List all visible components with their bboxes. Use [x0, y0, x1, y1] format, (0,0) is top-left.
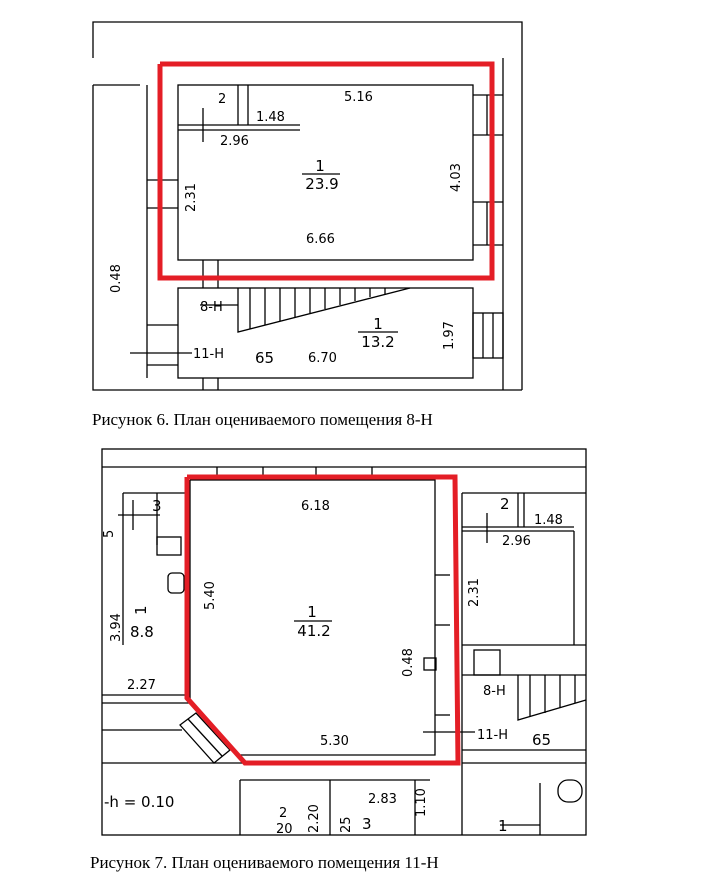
label-unit-11h: 11-Н — [193, 347, 225, 362]
figure-6-caption: Рисунок 6. План оцениваемого помещения 8-Н — [92, 410, 433, 429]
floor-plan-figure-7 — [0, 445, 706, 840]
label-room2-depth: 2.96 — [220, 134, 249, 149]
label-left-length: 2.31 — [184, 183, 199, 212]
label-frag-1: 1 — [498, 817, 508, 835]
label-unit-11h: 11-Н — [477, 728, 509, 743]
label-room1-number: 1 — [307, 603, 317, 621]
floor-plan-figure-6 — [0, 0, 706, 400]
label-room5-num: 5 — [102, 529, 117, 538]
label-lower-right-length: 1.97 — [442, 321, 457, 350]
label-left-area: 8.8 — [130, 623, 154, 641]
label-room2-width: 1.48 — [534, 513, 563, 528]
label-room1-area: 41.2 — [297, 622, 331, 640]
label-bottom-length: 6.66 — [306, 232, 335, 247]
label-lower-number: 1 — [373, 315, 383, 333]
label-unit-8h: 8-Н — [483, 684, 506, 699]
label-frag-2: 2 — [279, 806, 288, 821]
label-top-length: 6.18 — [301, 499, 330, 514]
label-left-number: 1 — [132, 605, 150, 615]
highlight-outline — [187, 477, 458, 763]
label-bottom-length: 5.30 — [320, 734, 349, 749]
figure-7-caption: Рисунок 7. План оцениваемого помещения 11-Н — [90, 853, 439, 872]
label-left-length: 5.40 — [203, 581, 218, 610]
label-room2-width: 1.48 — [256, 110, 285, 125]
label-frag-283: 2.83 — [368, 792, 397, 807]
label-length-048: 0.48 — [401, 648, 416, 677]
label-side-394: 3.94 — [109, 613, 124, 642]
label-room-65: 65 — [255, 349, 275, 367]
label-height-diff: -h = 0.10 — [104, 793, 175, 811]
label-frag-110: 1.10 — [414, 788, 429, 817]
label-room-65: 65 — [532, 731, 552, 749]
label-lower-area: 13.2 — [361, 333, 395, 351]
label-frag-220: 2.20 — [307, 804, 322, 833]
label-side-length: 0.48 — [109, 264, 124, 293]
label-right-length: 4.03 — [449, 163, 464, 192]
label-length-227: 2.27 — [127, 678, 156, 693]
label-room1-number: 1 — [315, 157, 325, 175]
label-frag-3: 3 — [362, 815, 372, 833]
label-frag-20: 20 — [276, 822, 293, 837]
label-unit-8h: 8-Н — [200, 300, 223, 315]
label-length-670: 6.70 — [308, 351, 337, 366]
label-top-length: 5.16 — [344, 90, 373, 105]
label-room2-num: 2 — [500, 495, 510, 513]
label-room3-num: 3 — [152, 497, 162, 515]
label-room1-area: 23.9 — [305, 175, 339, 193]
label-room2-depth: 2.96 — [502, 534, 531, 549]
label-room2-num: 2 — [218, 92, 227, 107]
label-right-length: 2.31 — [467, 578, 482, 607]
label-frag-25: 25 — [339, 816, 354, 833]
